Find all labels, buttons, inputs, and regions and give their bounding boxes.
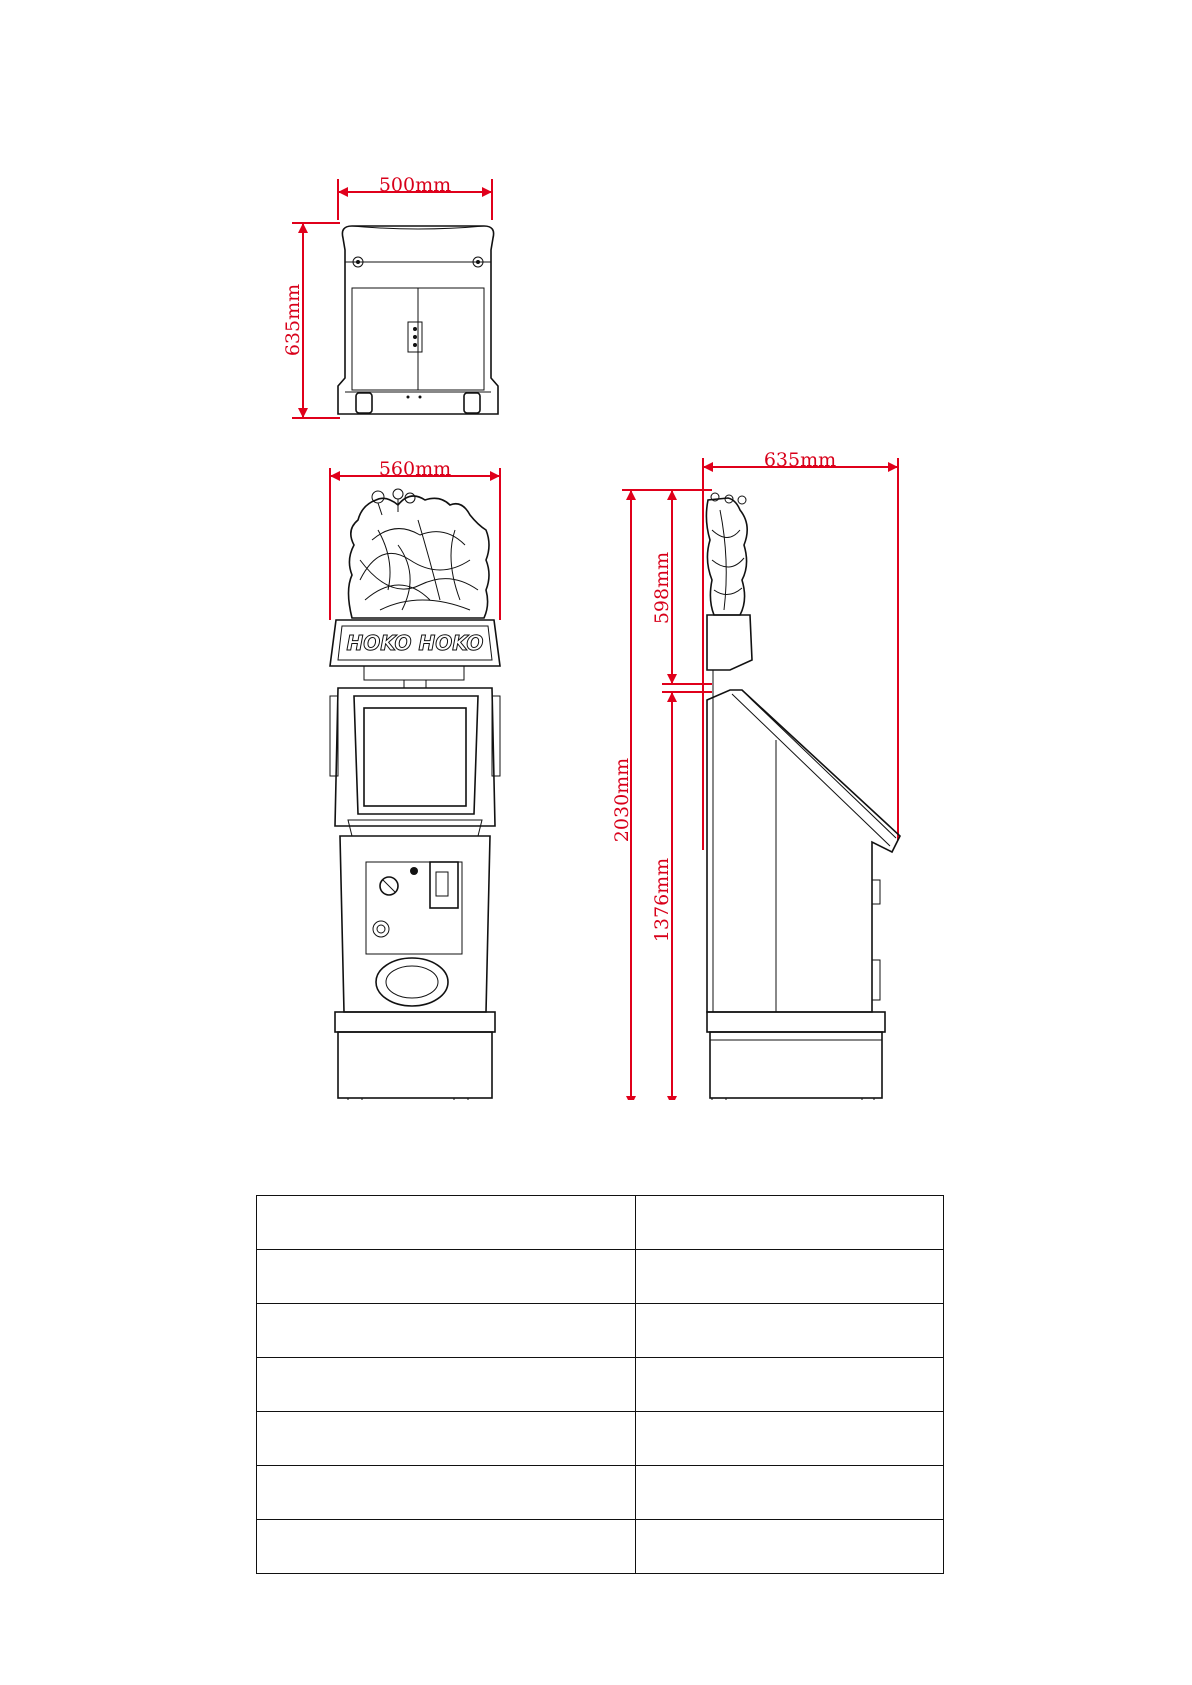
side-view xyxy=(611,449,900,1100)
table-cell xyxy=(257,1250,636,1304)
table-cell xyxy=(257,1412,636,1466)
topper-figure xyxy=(349,489,490,618)
table-cell xyxy=(636,1466,944,1520)
table-cell xyxy=(636,1520,944,1574)
table-row xyxy=(257,1412,944,1466)
table-cell xyxy=(636,1196,944,1250)
dim-front-width: 560mm xyxy=(378,458,452,480)
table-row xyxy=(257,1358,944,1412)
table-cell xyxy=(257,1196,636,1250)
dim-top-width: 500mm xyxy=(378,174,452,196)
dim-body-height: 1376mm xyxy=(651,857,673,943)
spec-table xyxy=(256,1195,944,1574)
marquee-logo: HOKO HOKO xyxy=(346,631,484,655)
table-cell xyxy=(257,1466,636,1520)
table-cell xyxy=(257,1358,636,1412)
table-cell xyxy=(257,1520,636,1574)
table-cell xyxy=(636,1304,944,1358)
dim-topper-height: 598mm xyxy=(651,551,673,625)
table-row xyxy=(257,1250,944,1304)
table-cell xyxy=(636,1250,944,1304)
table-cell xyxy=(636,1412,944,1466)
table-row xyxy=(257,1466,944,1520)
dim-side-depth: 635mm xyxy=(763,449,837,471)
dim-total-height: 2030mm xyxy=(611,757,633,843)
top-view xyxy=(282,174,498,418)
table-row xyxy=(257,1196,944,1250)
table-row xyxy=(257,1520,944,1574)
dim-top-depth: 635mm xyxy=(282,283,304,357)
table-cell xyxy=(636,1358,944,1412)
front-view xyxy=(330,458,500,1100)
table-cell xyxy=(257,1304,636,1358)
table-row xyxy=(257,1304,944,1358)
